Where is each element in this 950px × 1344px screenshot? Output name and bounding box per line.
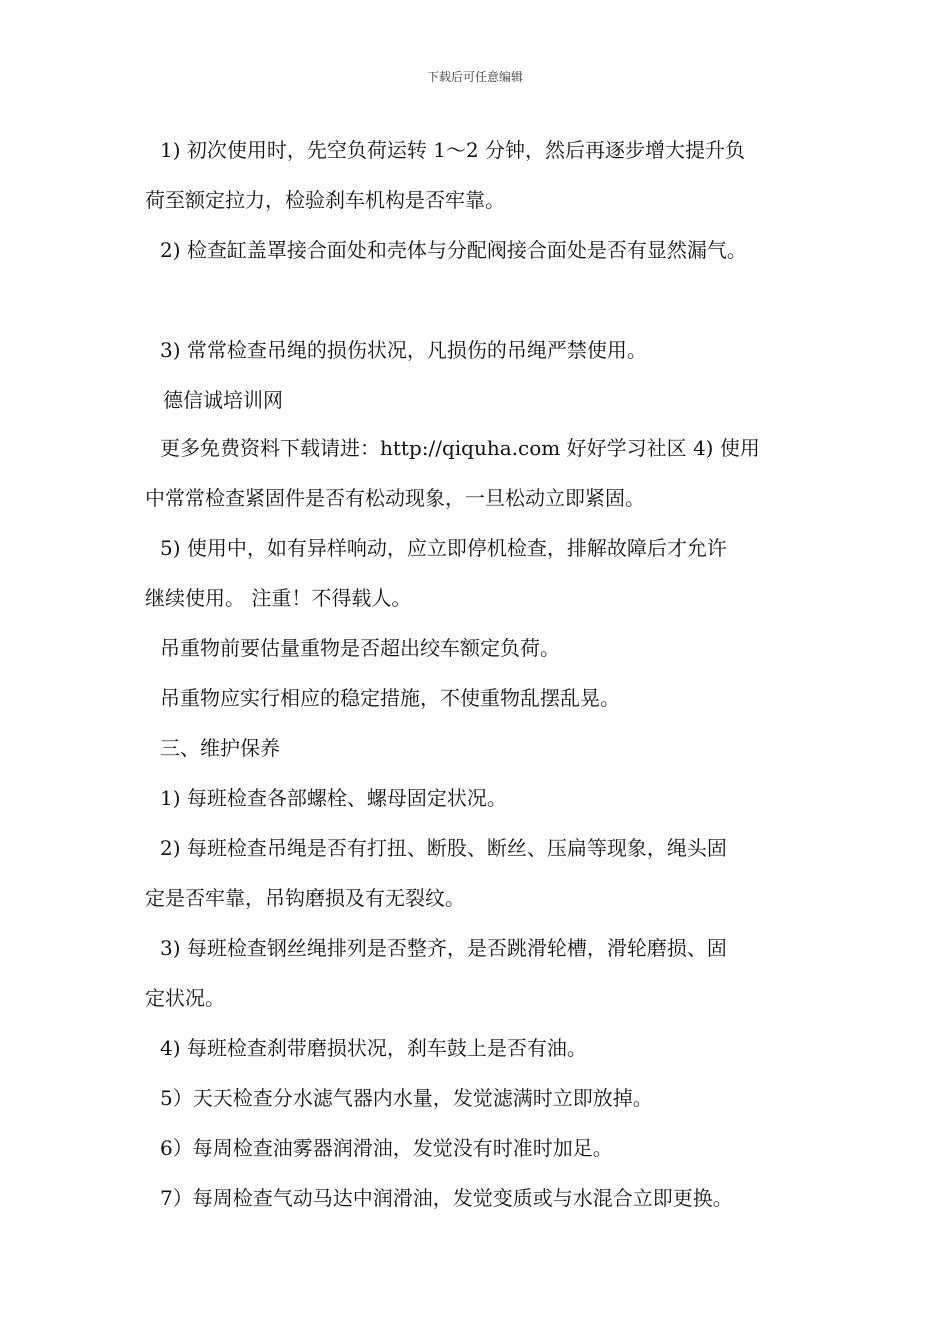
text-line: 荷至额定拉力，检验刹车机构是否牢靠。 <box>145 188 505 212</box>
text-line: 定是否牢靠，吊钩磨损及有无裂纹。 <box>145 886 465 910</box>
text-line: 中常常检查紧固件是否有松动现象，一旦松动立即紧固。 <box>145 486 645 510</box>
text-line: 德信诚培训网 <box>163 388 283 412</box>
text-line: 1) 每班检查各部螺栓、螺母固定状况。 <box>160 786 507 810</box>
text-line: 更多免费资料下载请进：http://qiquha.com 好好学习社区 4) 使用 <box>160 436 760 460</box>
text-line: 3) 每班检查钢丝绳排列是否整齐，是否跳滑轮槽，滑轮磨损、固 <box>160 936 727 960</box>
text-line: 7）每周检查气动马达中润滑油，发觉变质或与水混合立即更换。 <box>160 1186 733 1210</box>
text-line: 吊重物应实行相应的稳定措施，不使重物乱摆乱晃。 <box>160 686 620 710</box>
text-line: 3) 常常检查吊绳的损伤状况，凡损伤的吊绳严禁使用。 <box>160 338 647 362</box>
section-heading: 三、维护保养 <box>160 736 280 760</box>
text-line: 5）天天检查分水滤气器内水量，发觉滤满时立即放掉。 <box>160 1086 653 1110</box>
text-line: 吊重物前要估量重物是否超出绞车额定负荷。 <box>160 636 560 660</box>
text-line: 定状况。 <box>145 986 225 1010</box>
page-header: 下载后可任意编辑 <box>426 70 523 84</box>
text-line: 2) 每班检查吊绳是否有打扭、断股、断丝、压扁等现象，绳头固 <box>160 836 727 860</box>
text-line: 4) 每班检查刹带磨损状况，刹车鼓上是否有油。 <box>160 1036 587 1060</box>
text-line: 6）每周检查油雾器润滑油，发觉没有时准时加足。 <box>160 1136 613 1160</box>
text-line: 1) 初次使用时，先空负荷运转 1～2 分钟，然后再逐步增大提升负 <box>160 138 746 162</box>
text-line: 2) 检查缸盖罩接合面处和壳体与分配阀接合面处是否有显然漏气。 <box>160 238 747 262</box>
text-line: 5) 使用中，如有异样响动，应立即停机检查，排解故障后才允许 <box>160 536 727 560</box>
text-line: 继续使用。 注重！不得载人。 <box>145 586 412 610</box>
